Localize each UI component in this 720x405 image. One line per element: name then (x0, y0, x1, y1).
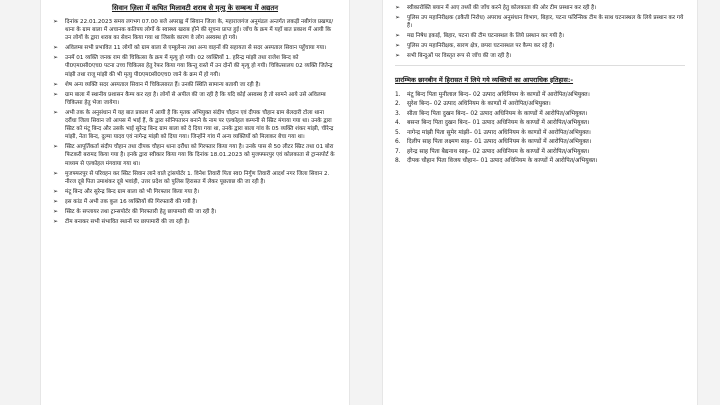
item-number: 1. (395, 91, 401, 98)
item-text: नागेन्द्र मांझी पिता सुमेर मांझी– 01 उत्पाद अधिनियम के काण्डों में आरोपित/अभियुक्त। (407, 129, 591, 136)
history-item (395, 110, 685, 119)
history-item (395, 100, 685, 109)
bullet-item: ➢ इस कांड में अभी तक कुल 16 व्यक्तियों की गिरफ्तारी की गयी है। (53, 198, 337, 206)
bullet-item: ➢ दिनांक 22.01.2023 समय लगभग 07.00 बजे अपराह्न में सिवान जिला के, महाराजगंज अनुमंडल अन्तर्गत लकड़ी नबीगंज प्रखण्ड/थाना के ग्राम बाला में अचानक कतिपय लोगों के स्वास्थ्य खराब होने की सूचना प्राप्त हुई। जाँच के क्रम में यहाँ बात प्रकाश में आयी कि उन लोगों के द्वारा शराब का सेवन किया गया था जिसके कारण वे लोग अस्वस्थ हो गये। (53, 18, 337, 42)
divider (395, 65, 685, 66)
bullet-item: ➢ उनमें 01 व्यक्ति जनक राम की चिकित्सा के क्रम में मृत्यु हो गयी। 02 व्यक्तियों 1. हरिन्द्र मांझी तथा राजेश बिन्द को पी0एम0सी0एच0 पटना उच्च चिकित्सा हेतु रेफर किया गया किन्तु रास्ते में उन दोनों की मृत्यु हो गयी। चिकित्सालय 02 व्यक्ति जितेन्द्र मांझी तथा राजू मांझी की भी मृत्यु पी0एम0सी0एच0 जाने के क्रम में हो गयी। (53, 54, 337, 78)
history-item (395, 148, 685, 157)
item-number: 5. (395, 129, 401, 136)
bullet-item: ➢ अभी तक के अनुसंधान में यह बात प्रकाश में आयी है कि मृतक अभियुक्त संदीप चौहान एवं दीपक चौहान ग्राम बेलदारी टोला थाना दरौंधा जिला सिवान जो आपस में भाई हैं, के द्वारा सोनिपतारन बनाने के नाम पर एल्कोहल कम्पनी से स्प्रिट मंगाया गया था। उनके द्वारा स्प्रिट को मंटू बिन्द और उसके भाई सुरेन्द्र बिन्द ग्राम बाला को दे दिया गया था, उनके द्वारा बाला गांव के 05 व्यक्ति शंकर मांझी, चीरेन्द्र मांझी, नेता बिन्द, दुल्मा यादव एवं नागेन्द्र मांझी को दिया गया। जिन्होंने गांव में अन्य व्यक्तियों को मिलाकर बेचा गया था। (53, 109, 337, 141)
item-text: दीपक चौहान पिता विजय चौहान– 01 उत्पाद अधिनियम के काण्डों में आरोपित/अभियुक्त। (407, 158, 598, 165)
bullet-item: ➢ पुलिस उप महानिरीक्षक, सारण क्षेत्र, छपरा घटनास्थल पर कैम्प कर रहे हैं। (395, 42, 685, 50)
history-item (395, 129, 685, 138)
bullet-item: ➢ स्प्रिट आपूर्तिकर्ता संदीप चौहान तथा दीपक चौहान थाना दरौंधा को गिरफ्तार किया गया है। उनके पास से 50 लीटर स्प्रिट तथा 01 बोरा फिटकरी बरामद किया गया है। इनके द्वारा स्वीकार किया गया कि दिनांक 18.01.2023 को मुजफ्फरपुर एवं कोलकाता से ट्रान्सपोर्ट के माध्यम से एल्कोहल मंगवाया गया था। (53, 143, 337, 167)
page-left (40, 0, 350, 405)
item-text: सुरेश बिन्द– 02 उत्पाद अधिनियम के काण्डों में आरोपित/अभियुक्त। (407, 101, 551, 108)
bullet-item: ➢ शेष अन्य व्यक्ति सदर अस्पताल सिवान में चिकित्सारत हैं। उनकी स्थिति सामान्य बतायी जा रही है। (53, 81, 337, 89)
criminal-history-list (395, 91, 685, 166)
bullet-item: ➢ पुलिस उप महानिरीक्षक (डकैती निरोध) अपराध अनुसंधान विभाग, बिहार, पटना फॉरेन्सिक टीम के साथ घटनास्थल के लिये प्रस्थान कर गये हैं। (395, 14, 685, 30)
page-right (382, 0, 698, 405)
history-item (395, 157, 685, 166)
item-number: 4. (395, 120, 401, 127)
history-item (395, 138, 685, 147)
item-number: 2. (395, 101, 401, 108)
item-number: 7. (395, 148, 401, 155)
bullet-item: ➢ मद्य निषेध इकाई, बिहार, पटना की टीम घटनास्थल के लिये प्रस्थान कर गयी है। (395, 32, 685, 40)
action-bullet-list (395, 4, 685, 61)
bullet-item: ➢ सभी बिन्दुओं पर विस्तृत रूप से जाँच की जा रही है। (395, 52, 685, 60)
update-bullet-list (53, 18, 337, 226)
item-number: 6. (395, 139, 401, 146)
item-text: हरेन्द्र साह पिता बैद्यनाथ साह– 02 उत्पाद अधिनियम के काण्डों में आरोपित/अभियुक्त। (407, 148, 590, 155)
bullet-item: ➢ ग्राम बाला में स्थानीय प्रशासन कैम्प कर रहा है। लोगों से अपील की जा रही है कि यदि कोई अस्वस्थ है तो सामने आये उसे अविलम्ब चिकित्सा हेतु भेजा जायेगा। (53, 91, 337, 107)
history-item (395, 91, 685, 100)
item-text: दिलीप साह पिता लक्ष्मण साह– 01 उत्पाद अधिनियम के काण्डों में आरोपित/अभियुक्त। (407, 139, 592, 146)
bullet-item: ➢ टीम बनाकर सभी संभावित स्थानों पर छापामारी की जा रही है। (53, 218, 337, 226)
history-item (395, 119, 685, 128)
bullet-item: ➢ मुजफ्फरपुर से परिवहन कर स्प्रिट सिवान लाने वाले ट्रांसपोर्टर 1. विनेश तिवारी पिता स्व0 निर्गुण तिवारी आदर्श नगर जिला सिवान 2. नीरज दूबे पिता उमाशंकर दूबे भवांही, उत्तर प्रदेश को पुलिस हिरासत में लेकर पूछताछ की जा रही है। (53, 170, 337, 186)
item-number: 3. (395, 110, 401, 117)
section-subtitle: प्रारम्भिक छानबीन में हिरासत में लिये गये व्यक्तियों का आपराधिक इतिहास:- (395, 75, 574, 84)
document-title: सिवान ज़िला में कथित मिलावटी शराब से मृत्यु के सम्बन्ध में अद्यतन (111, 4, 279, 12)
item-text: मंटू बिन्द पिता मुनीलाल बिन्द– 02 उत्पाद अधिनियम के काण्डों में आरोपित/अभियुक्त। (407, 91, 590, 98)
bullet-item: ➢ अविलम्ब सभी प्रभावित 11 लोगों को ग्राम बाला से एम्बुलेन्स तथा अन्य वाहनों की सहायता से सदर अस्पताल सिवान पहुँचाया गया। (53, 44, 337, 52)
bullet-item: ➢ स्प्रिट के सप्लायर तथा ट्रान्सपोर्टर की गिरफ्तारी हेतु छापामारी की जा रही है। (53, 208, 337, 216)
item-number: 8. (395, 158, 401, 165)
bullet-item: ➢ स्वीकारोक्ति बयान में आए तथ्यों की जाँच करने हेतु कोलकाता की ओर टीम प्रस्थान कर रही है। (395, 4, 685, 12)
item-text: सीता बिन्द पिता दुखन बिन्द– 02 उत्पाद अधिनियम के काण्डों में आरोपित/अभियुक्त। (407, 110, 588, 117)
bullet-item: ➢ मंटू बिन्द और सुरेन्द्र बिन्द ग्राम बाला को भी गिरफ्तार किया गया है। (53, 188, 337, 196)
item-text: बसन्त बिन्द पिता दुखन बिन्द– 01 उत्पाद अधिनियम के काण्डों में आरोपित/अभियुक्त। (407, 120, 590, 127)
